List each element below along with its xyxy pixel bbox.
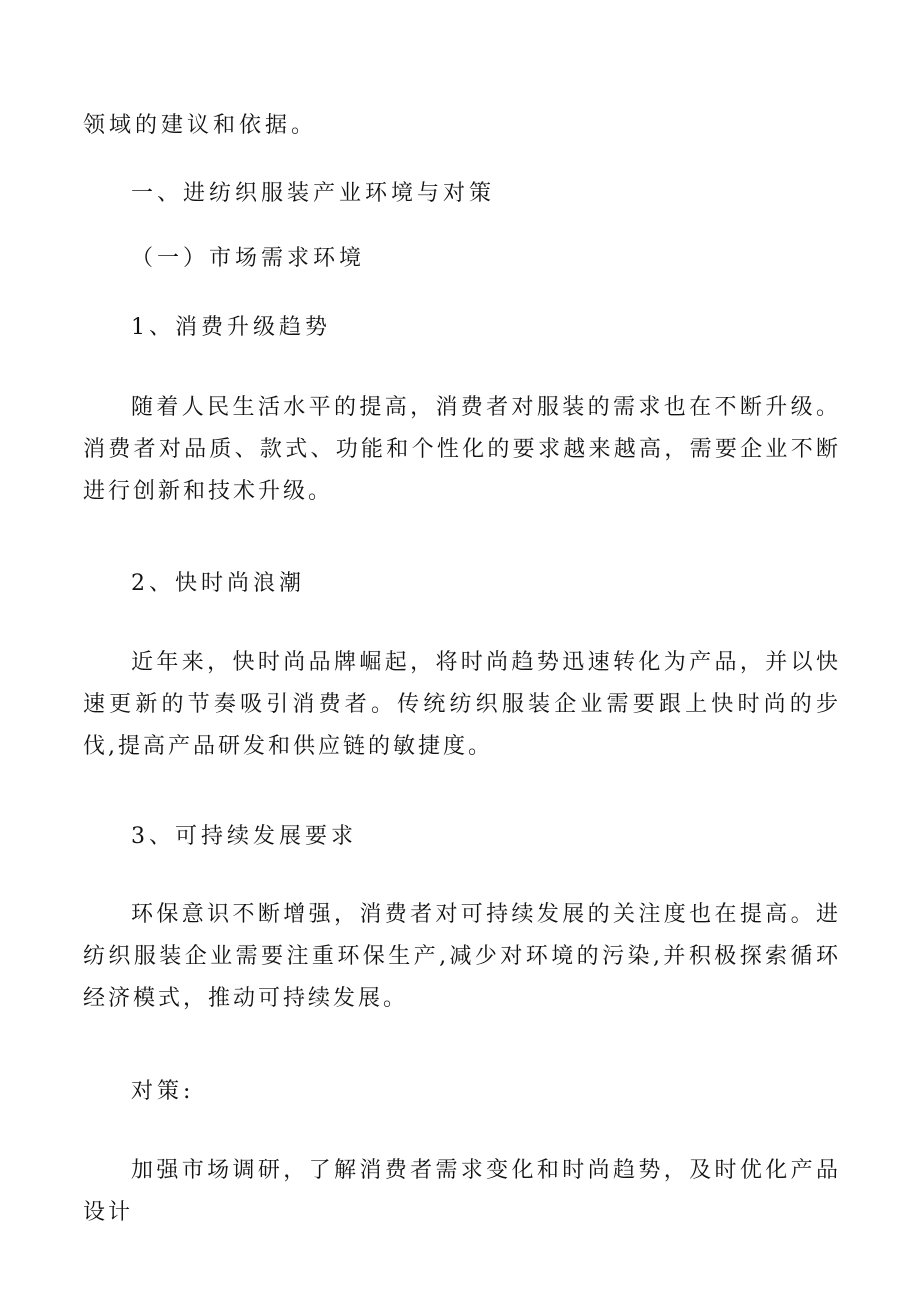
section-3-body: 环保意识不断增强，消费者对可持续发展的关注度也在提高。进纺织服装企业需要注重环保生产,减少对环境的污染,并积极探索循环经济模式，推动可持续发展。 [83,902,841,1011]
section-1-body: 随着人民生活水平的提高，消费者对服装的需求也在不断升级。消费者对品质、款式、功能和个性化的要求越来越高，需要企业不断进行创新和技术升级。 [83,395,841,504]
heading-level-1: 一、进纺织服装产业环境与对策 [131,181,496,206]
heading-level-2: （一）市场需求环境 [131,246,366,271]
section-2-body: 近年来，快时尚品牌崛起，将时尚趋势迅速转化为产品，并以快速更新的节奏吸引消费者。传统纺织服装企业需要跟上快时尚的步伐,提高产品研发和供应链的敏捷度。 [83,650,841,759]
countermeasure-label: 对策: [131,1079,195,1104]
continuation-text: 领域的建议和依据。 [83,113,318,138]
section-3-heading: 3、可持续发展要求 [131,824,357,849]
countermeasure-body: 加强市场调研，了解消费者需求变化和时尚趋势，及时优化产品设计 [83,1158,841,1225]
section-2-heading: 2、快时尚浪潮 [131,571,305,596]
section-1-heading: 1、消费升级趋势 [131,315,331,340]
